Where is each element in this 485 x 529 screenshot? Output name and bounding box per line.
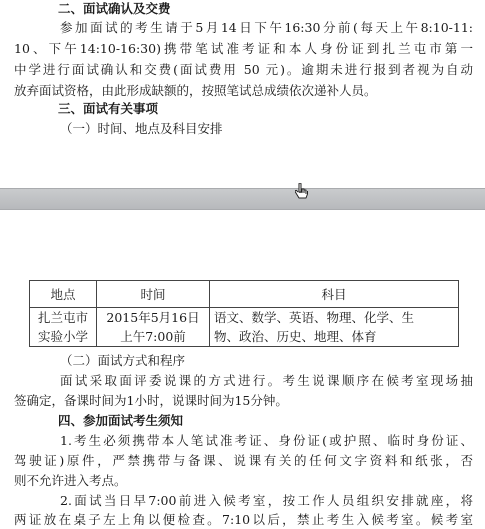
paragraph-line: 1.考生必须携带本人笔试准考证、身份证(或护照、临时身份证、: [60, 433, 473, 448]
cell-subjects: [210, 308, 459, 347]
header-subjects: 科目: [210, 281, 459, 308]
cell-subjects-line: 物、政治、历史、地理、体育: [214, 329, 377, 344]
cell-time: [97, 308, 210, 347]
paragraph-line: 2.面试当日早7:00前进入候考室，按工作人员组织安排就座，将: [60, 493, 473, 508]
header-location: 地点: [30, 281, 97, 308]
table-row: [30, 308, 459, 347]
schedule-table: [29, 280, 459, 347]
cell-location-line: 实验小学: [37, 329, 88, 344]
cell-location: [30, 308, 97, 347]
paragraph-line: 参加面试的考生请于5月14日下午16:30分前(每天上午8:10-11:: [60, 20, 473, 35]
paragraph-line: 中学进行面试确认和交费(面试费用 50 元)。逾期未进行报到者视为自动: [14, 62, 473, 77]
page-gap: [0, 188, 485, 210]
table-header-row: [30, 281, 459, 308]
cell-time-line: 上午7:00前: [120, 329, 186, 344]
header-time: 时间: [97, 281, 210, 308]
sub-heading-method: （二）面试方式和程序: [60, 353, 186, 368]
cell-time-line: 2015年5月16日: [106, 310, 200, 325]
sub-heading-time: （一）时间、地点及科目安排: [60, 121, 223, 136]
heading-notice: 四、参加面试考生须知: [58, 413, 184, 428]
paragraph-line: 驾驶证)原件，严禁携带与备课、说课有关的任何文字资料和纸张，否: [14, 453, 473, 468]
paragraph-line: 两证放在桌子左上角以便检查。7:10以后，禁止考生入候考室。候考室: [14, 512, 473, 527]
heading-confirm: 二、面试确认及交费: [58, 1, 171, 16]
heading-matters: 三、面试有关事项: [58, 101, 159, 116]
paragraph-line: 放弃面试资格，由此形成缺额的，按照笔试总成绩依次递补人员。: [14, 83, 377, 98]
hand-pointer-icon: [295, 183, 309, 201]
paragraph-line: 10、下午14:10-16:30)携带笔试准考证和本人身份证到扎兰屯市第一: [14, 41, 473, 56]
document-page-top: [0, 0, 485, 188]
paragraph-line: 签确定，备课时间为1小时，说课时间为15分钟。: [14, 393, 288, 408]
paragraph-line: 则不允许进入考点。: [14, 473, 127, 488]
cell-location-line: 扎兰屯市: [37, 310, 88, 325]
cell-subjects-line: 语文、数学、英语、物理、化学、生: [214, 310, 415, 325]
paragraph-line: 面试采取面评委说课的方式进行。考生说课顺序在候考室现场抽: [60, 373, 473, 388]
